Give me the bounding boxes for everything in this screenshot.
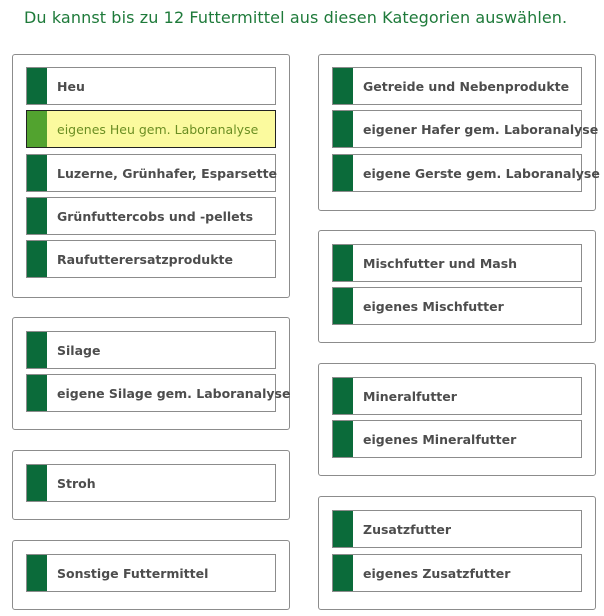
item-luzerne[interactable] [26,154,276,192]
item-label: eigene Silage gem. Laboranalyse [57,385,291,401]
item-eigener-hafer[interactable] [332,110,599,148]
item-label: Heu [57,78,85,94]
item-label: Luzerne, Grünhafer, Esparsette [57,165,278,181]
item-sonstige[interactable] [26,554,276,592]
item-label: Getreide und Nebenprodukte [363,78,570,94]
item-label: Sonstige Futtermittel [57,565,209,581]
item-eigenes-zusatzfutter[interactable] [332,554,582,592]
item-label: Grünfuttercobs und -pellets [57,208,254,224]
item-label: Mischfutter und Mash [363,255,518,271]
item-label: Silage [57,342,101,358]
item-raufutterersatz[interactable] [26,240,276,278]
item-gruenfuttercobs[interactable] [26,197,276,235]
item-label: Stroh [57,475,96,491]
item-label: eigenes Heu gem. Laboranalyse [57,121,259,137]
item-eigene-gerste[interactable] [332,154,600,192]
item-mischfutter[interactable] [332,244,582,282]
item-silage[interactable] [26,331,276,369]
item-stroh[interactable] [26,464,276,502]
item-eigenes-mineralfutter[interactable] [332,420,582,458]
item-label: eigene Gerste gem. Laboranalyse [363,165,600,181]
page-heading: Du kannst bis zu 12 Futtermittel aus diesen Kategorien auswählen. [24,8,568,27]
item-eigene-silage[interactable] [26,374,291,412]
item-label: Mineralfutter [363,388,457,404]
item-label: Zusatzfutter [363,521,452,537]
item-label: eigenes Mischfutter [363,298,504,314]
item-label: eigenes Mineralfutter [363,431,517,447]
item-label: Raufutterersatzprodukte [57,251,233,267]
item-eigenes-mischfutter[interactable] [332,287,582,325]
item-zusatzfutter[interactable] [332,510,582,548]
item-eigenes-heu[interactable] [26,110,276,148]
item-getreide[interactable] [332,67,582,105]
item-label: eigener Hafer gem. Laboranalyse [363,121,599,137]
item-label: eigenes Zusatzfutter [363,565,511,581]
item-heu[interactable] [26,67,276,105]
item-mineralfutter[interactable] [332,377,582,415]
